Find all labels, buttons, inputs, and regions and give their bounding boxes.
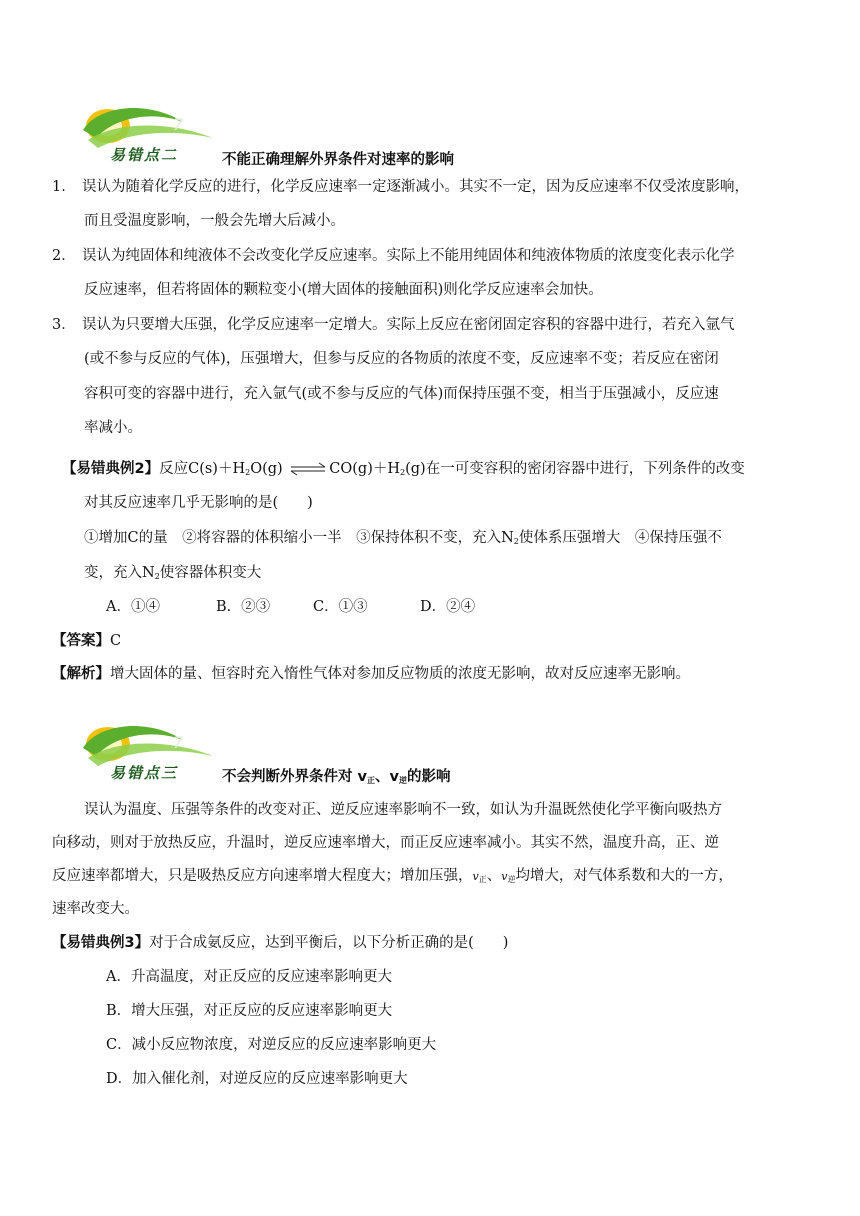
item-2-line-1: 误认为纯固体和纯液体不会改变化学反应速率。实际上不能用纯固体和纯液体物质的浓度变化表示化学	[82, 248, 735, 264]
item-1-number: 1．	[52, 179, 76, 195]
section2-logo	[78, 100, 218, 170]
example3-tag: 【易错典例3】	[52, 935, 150, 951]
section2-logo-label: 易错点二	[110, 146, 179, 164]
item-2-line-2: 反应速率，但若将固体的颗粒变小(增大固体的接触面积)则化学反应速率会加快。	[84, 282, 603, 298]
example3-option-d: D．加入催化剂，对逆反应的反应速率影响更大	[106, 1071, 408, 1087]
section3-heading: 不会判断外界条件对 $v_正$、$v_逆$的影响	[222, 769, 451, 785]
example3-question: 【易错典例3】对于合成氨反应，达到平衡后，以下分析正确的是( )	[52, 935, 509, 951]
equilibrium-arrow-icon	[287, 462, 329, 476]
example2-conditions-line-2: 变，充入$N_2$使容器体积变大	[84, 565, 262, 581]
analysis-tag: 【解析】	[52, 666, 110, 682]
item-1-line-2: 而且受温度影响，一般会先增大后减小。	[84, 213, 345, 229]
example2-option-b: B．②③	[216, 599, 271, 615]
item-3-line-2: (或不参与反应的气体)，压强增大，但参与反应的各物质的浓度不变，反应速率不变；若反应在密闭	[84, 351, 719, 367]
example3-option-a: A．升高温度，对正反应的反应速率影响更大	[106, 969, 392, 985]
analysis-line	[52, 664, 690, 684]
example2-option-c: C．①③	[313, 599, 368, 615]
example2-line-2: 对其反应速率几乎无影响的是( )	[84, 495, 313, 511]
svg-text:7: 7	[173, 115, 184, 134]
item-2-number: 2．	[52, 248, 76, 264]
section3-para-line-2: 向移动，则对于放热反应，升温时，逆反应速率增大，而正反应速率减小。其实不然，温度升高，正、逆	[52, 835, 719, 851]
section3-logo-label: 易错点三	[110, 764, 179, 782]
answer-value: C	[110, 633, 122, 649]
analysis-text: 增大固体的量、恒容时充入惰性气体对参加反应物质的浓度无影响，故对反应速率无影响。	[110, 666, 690, 682]
item-3-line-4: 率减小。	[84, 420, 142, 436]
answer-tag: 【答案】	[52, 633, 110, 649]
item-3-line-3: 容积可变的容器中进行，充入氩气(或不参与反应的气体)而保持压强不变，相当于压强减小，反应速	[84, 386, 719, 402]
item-1-line-1: 误认为随着化学反应的进行，化学反应速率一定逐渐减小。其实不一定，因为反应速率不仅受浓度影响，	[82, 179, 749, 195]
item-3-line-1: 误认为只要增大压强，化学反应速率一定增大。实际上反应在密闭固定容积的容器中进行，若充入氩气	[82, 317, 735, 333]
item-3-number: 3．	[52, 317, 76, 333]
example2-conditions-line-1: ①增加C的量 ②将容器的体积缩小一半 ③保持体积不变，充入$N_2$使体系压强增大 ④保持压强不	[84, 530, 722, 546]
section3-para-line-1: 误认为温度、压强等条件的改变对正、逆反应速率影响不一致，如认为升温既然使化学平衡向吸热方	[84, 802, 722, 818]
example2-line-1: 【易错典例2】反应$C(s)+H_2O(g)$ $CO(g)+H_2(g)$在一可变容积的密闭容器中进行，下列条件的改变	[62, 461, 745, 477]
section2-heading: 不能正确理解外界条件对速率的影响	[222, 152, 454, 168]
section3-para-line-3: 反应速率都增大，只是吸热反应方向速率增大程度大；增加压强，$v_正$、$v_逆$均增大，对气体系数和大的一方，	[52, 868, 733, 884]
example2-option-d: D．②④	[420, 599, 476, 615]
example2-option-a: A．①④	[106, 599, 160, 615]
example2-tag: 【易错典例2】	[62, 461, 160, 477]
answer-line	[52, 631, 121, 651]
example3-option-b: B．增大压强，对正反应的反应速率影响更大	[106, 1003, 393, 1019]
section3-logo	[78, 718, 218, 788]
svg-text:7: 7	[173, 733, 184, 752]
example3-option-c: C．减小反应物浓度，对逆反应的反应速率影响更大	[106, 1037, 437, 1053]
section3-para-line-4: 速率改变大。	[52, 901, 139, 917]
